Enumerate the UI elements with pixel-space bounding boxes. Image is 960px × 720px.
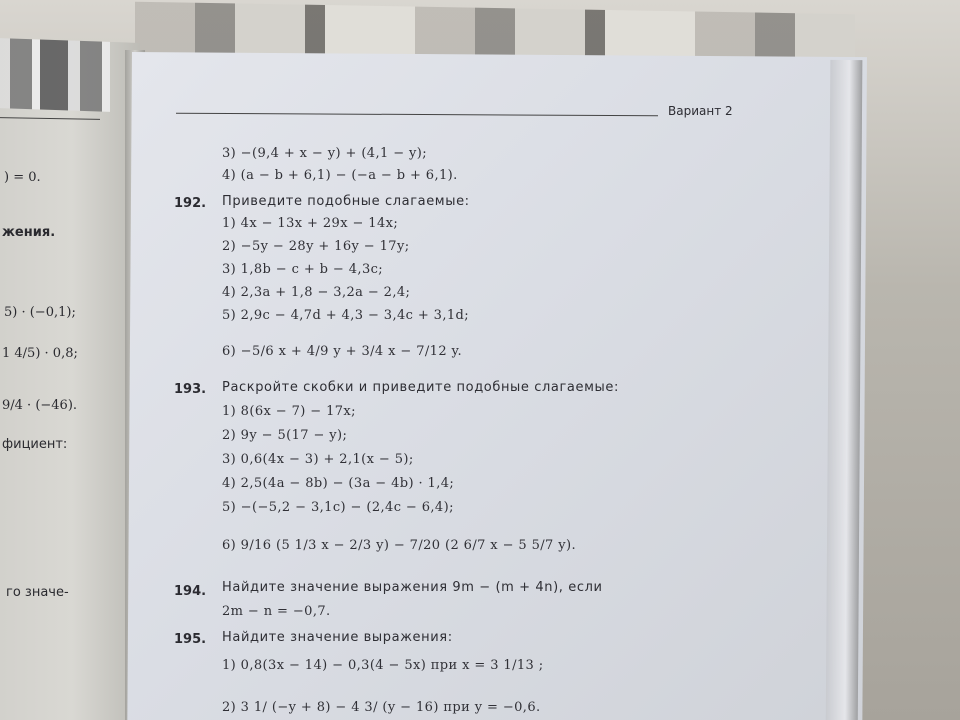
task-193-item-1: 1) 8(6x − 7) − 17x; <box>222 404 356 419</box>
left-line-1: ) = 0. <box>4 170 41 185</box>
task-194-number: 194. <box>174 584 207 599</box>
task-193-number: 193. <box>174 382 207 397</box>
task-192-number: 192. <box>174 196 207 211</box>
left-page-top <box>0 37 110 112</box>
task-193-item-6: 6) 9/16 (5 1/3 x − 2/3 y) − 7/20 (2 6/7 x − 5 5/7 y). <box>222 538 576 553</box>
task-193-item-4: 4) 2,5(4a − 8b) − (3a − 4b) · 1,4; <box>222 476 455 491</box>
left-line-5: 9/4 · (−46). <box>2 398 78 413</box>
task-192-item-5: 5) 2,9c − 4,7d + 4,3 − 3,4c + 3,1d; <box>222 308 470 323</box>
task-193-item-3: 3) 0,6(4x − 3) + 2,1(x − 5); <box>222 452 414 467</box>
left-page <box>0 37 140 720</box>
task-195-title: Найдите значение выражения: <box>222 630 453 645</box>
task-195-item-1: 1) 0,8(3x − 14) − 0,3(4 − 5x) при x = 3 1/13 ; <box>222 658 544 673</box>
task-192-item-1: 1) 4x − 13x + 29x − 14x; <box>222 216 399 231</box>
variant-label: Вариант 2 <box>668 104 733 118</box>
task-193-item-2: 2) 9y − 5(17 − y); <box>222 428 348 443</box>
task-192-item-6: 6) −5/6 x + 4/9 y + 3/4 x − 7/12 y. <box>222 344 463 359</box>
task-192-item-2: 2) −5y − 28y + 16y − 17y; <box>222 239 410 254</box>
task-195-item-2: 2) 3 1/ (−y + 8) − 4 3/ (y − 16) при y = −0,6. <box>222 700 541 715</box>
task-192-item-4: 4) 2,3a + 1,8 − 3,2a − 2,4; <box>222 285 411 300</box>
task-194-line-2: 2m − n = −0,7. <box>222 604 331 619</box>
left-line-2: жения. <box>2 225 56 240</box>
task-194-line-1: Найдите значение выражения 9m − (m + 4n), если <box>222 580 603 595</box>
task-192-item-3: 3) 1,8b − c + b − 4,3c; <box>222 262 384 277</box>
left-line-4: 1 4/5) · 0,8; <box>2 346 78 361</box>
task-193-item-5: 5) −(−5,2 − 3,1c) − (2,4c − 6,4); <box>222 500 454 515</box>
task-195-number: 195. <box>174 632 207 647</box>
left-line-3: 5) · (−0,1); <box>4 305 76 320</box>
item-4: 4) (a − b + 6,1) − (−a − b + 6,1). <box>222 168 458 183</box>
item-3: 3) −(9,4 + x − y) + (4,1 − y); <box>222 146 428 161</box>
left-line-6: фициент: <box>2 437 68 452</box>
left-line-7: го значе- <box>6 585 69 600</box>
page-edge-right <box>826 60 863 720</box>
task-192-title: Приведите подобные слагаемые: <box>222 194 470 209</box>
task-193-title: Раскройте скобки и приведите подобные слагаемые: <box>222 380 619 395</box>
